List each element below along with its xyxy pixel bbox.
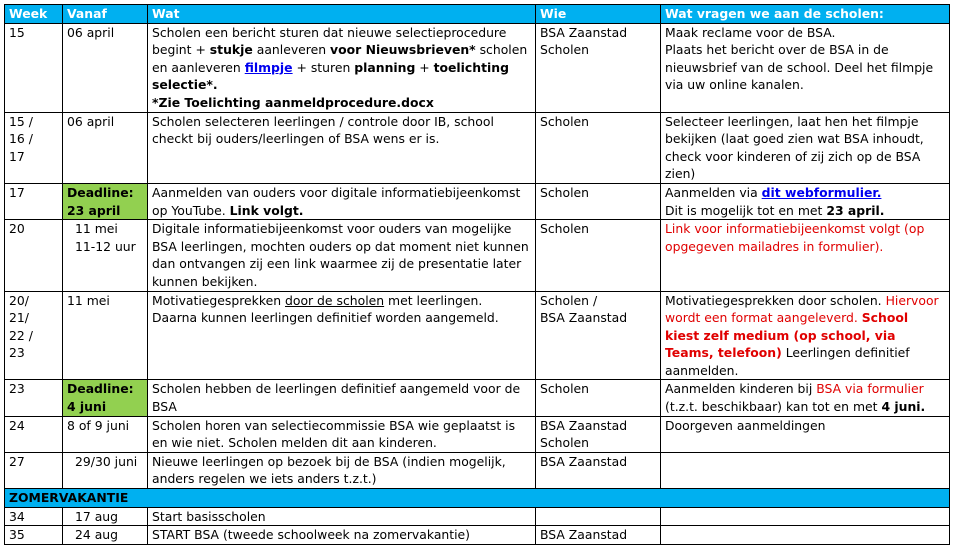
- vragen-cell: Aanmelden kinderen bij BSA via formulier (t.z.t. beschikbaar) kan tot en met 4 juni.: [661, 380, 950, 416]
- wat-cell: Scholen hebben de leerlingen definitief aangemeld voor de BSA: [148, 380, 536, 416]
- col-vanaf-header: Vanaf: [63, 5, 148, 24]
- vragen-cell: [661, 507, 950, 526]
- wie-cell: Scholen: [536, 112, 661, 183]
- week-cell: 24: [5, 416, 63, 452]
- wat-cell: Start basisscholen: [148, 507, 536, 526]
- wat-cell: Nieuwe leerlingen op bezoek bij de BSA (indien mogelijk, anders regelen we iets anders t.z.t.): [148, 452, 536, 488]
- vragen-cell: Link voor informatiebijeenkomst volgt (op opgegeven mailadres in formulier).: [661, 220, 950, 291]
- wie-cell: BSA Zaanstad Scholen: [536, 23, 661, 112]
- wie-cell: BSA Zaanstad Scholen: [536, 416, 661, 452]
- week-cell: 17: [5, 183, 63, 219]
- week-cell: 35: [5, 526, 63, 545]
- week-cell: 23: [5, 380, 63, 416]
- table-row: [5, 183, 950, 219]
- week-cell: 15: [5, 23, 63, 112]
- table-row: [5, 526, 950, 545]
- wie-cell: Scholen: [536, 183, 661, 219]
- week-cell: 27: [5, 452, 63, 488]
- wie-cell: [536, 507, 661, 526]
- filmpje-link[interactable]: filmpje: [244, 59, 293, 75]
- wat-cell: START BSA (tweede schoolweek na zomervakantie): [148, 526, 536, 545]
- vanaf-cell: 11 mei 11-12 uur: [63, 220, 148, 291]
- wie-cell: BSA Zaanstad: [536, 452, 661, 488]
- wat-cell: Scholen een bericht sturen dat nieuwe selectieprocedure begint + stukje aanleveren voor Nieuwsbrieven* scholen en aanleveren filmpje + sturen planning + toelichting selectie*. *Zie Toelichting aanmeldprocedure.docx: [148, 23, 536, 112]
- table-row: [5, 380, 950, 416]
- wat-cell: Digitale informatiebijeenkomst voor ouders van mogelijke BSA leerlingen, mochten ouders op dat moment niet kunnen dan ontvangen zij een link waarmee zij de presentatie later kunnen bekijken.: [148, 220, 536, 291]
- wie-cell: Scholen / BSA Zaanstad: [536, 291, 661, 380]
- wat-cell: Scholen selecteren leerlingen / controle door IB, school checkt bij ouders/leerlingen of BSA wens er is.: [148, 112, 536, 183]
- vragen-cell: Selecteer leerlingen, laat hen het filmpje bekijken (laat goed zien wat BSA inhoudt, check voor kinderen of zij zich op de BSA zien): [661, 112, 950, 183]
- schedule-wrapper: [4, 4, 955, 545]
- vanaf-cell: 17 aug: [63, 507, 148, 526]
- section-row: [5, 489, 950, 508]
- wat-cell: Motivatiegesprekken door de scholen met leerlingen. Daarna kunnen leerlingen definitief worden aangemeld.: [148, 291, 536, 380]
- week-cell: 20/ 21/ 22 / 23: [5, 291, 63, 380]
- vragen-cell: Doorgeven aanmeldingen: [661, 416, 950, 452]
- table-row: [5, 23, 950, 112]
- vanaf-cell: 06 april: [63, 23, 148, 112]
- schedule-table: [4, 4, 950, 545]
- table-row: [5, 452, 950, 488]
- table-row: [5, 112, 950, 183]
- col-vragen-header: Wat vragen we aan de scholen:: [661, 5, 950, 24]
- wie-cell: Scholen: [536, 380, 661, 416]
- table-row: [5, 220, 950, 291]
- vanaf-cell: 8 of 9 juni: [63, 416, 148, 452]
- vanaf-cell: 11 mei: [63, 291, 148, 380]
- wat-cell: Aanmelden van ouders voor digitale informatiebijeenkomst op YouTube. Link volgt.: [148, 183, 536, 219]
- deadline-cell: Deadline: 4 juni: [63, 380, 148, 416]
- toelichting-note: *Zie Toelichting aanmeldprocedure.docx: [152, 94, 434, 110]
- wie-cell: BSA Zaanstad: [536, 526, 661, 545]
- vragen-cell: Aanmelden via dit webformulier. Dit is mogelijk tot en met 23 april.: [661, 183, 950, 219]
- header-row: [5, 5, 950, 24]
- vragen-cell: Maak reclame voor de BSA. Plaats het bericht over de BSA in de nieuwsbrief van de school. Deel het filmpje via uw online kanalen.: [661, 23, 950, 112]
- table-row: [5, 416, 950, 452]
- section-label: ZOMERVAKANTIE: [5, 489, 950, 508]
- week-cell: 15 / 16 / 17: [5, 112, 63, 183]
- wat-cell: Scholen horen van selectiecommissie BSA wie geplaatst is en wie niet. Scholen melden dit aan kinderen.: [148, 416, 536, 452]
- col-week-header: Week: [5, 5, 63, 24]
- wie-cell: Scholen: [536, 220, 661, 291]
- table-row: [5, 507, 950, 526]
- col-wie-header: Wie: [536, 5, 661, 24]
- vragen-cell: Motivatiegesprekken door scholen. Hiervoor wordt een format aangeleverd. School kiest zelf medium (op school, via Teams, telefoon) Leerlingen definitief aanmelden.: [661, 291, 950, 380]
- vragen-cell: [661, 452, 950, 488]
- deadline-cell: Deadline: 23 april: [63, 183, 148, 219]
- vanaf-cell: 24 aug: [63, 526, 148, 545]
- col-wat-header: Wat: [148, 5, 536, 24]
- week-cell: 34: [5, 507, 63, 526]
- week-cell: 20: [5, 220, 63, 291]
- vanaf-cell: 29/30 juni: [63, 452, 148, 488]
- vragen-cell: [661, 526, 950, 545]
- webformulier-link[interactable]: dit webformulier.: [761, 184, 882, 200]
- vanaf-cell: 06 april: [63, 112, 148, 183]
- table-row: [5, 291, 950, 380]
